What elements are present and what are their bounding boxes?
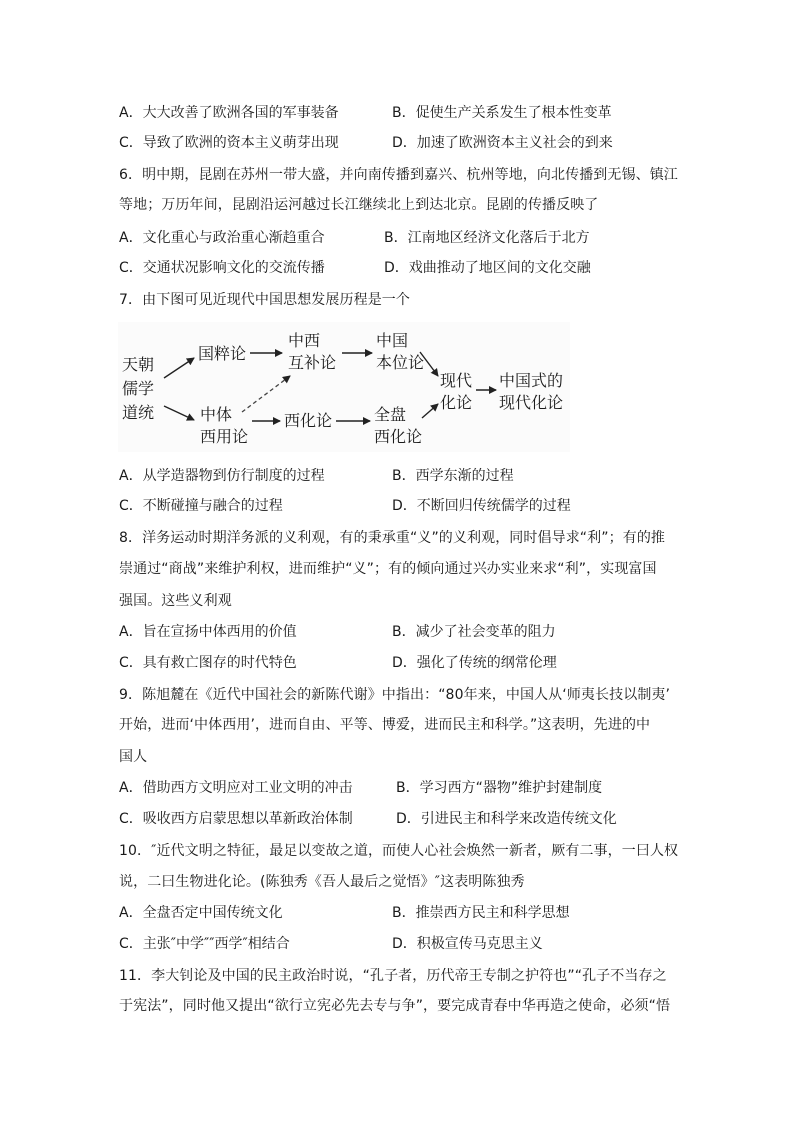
node-guocui: 国粹论 bbox=[198, 344, 247, 363]
q9-option-a: A．借助西方文明应对工业文明的冲击 bbox=[119, 780, 353, 796]
arrow-quanpan-to-xiandai bbox=[422, 404, 438, 418]
q8-option-a: A．旨在宣扬中体西用的价值 bbox=[119, 624, 297, 640]
node-start-line-1: 天朝 bbox=[122, 355, 155, 374]
node-zhongti-line-2: 西用论 bbox=[200, 427, 249, 446]
dashed-arrow-zhongti-to-hubu bbox=[242, 376, 290, 412]
q5-option-a: A．大大改善了欧洲各国的军事装备 bbox=[119, 105, 339, 121]
q5-option-c: C．导致了欧洲的资本主义萌芽出现 bbox=[119, 135, 339, 151]
q11-stem-line-2: 于宪法”，同时他又提出“欲行立宪必先去专与争”，要完成青春中华再造之使命，必须“悟 bbox=[119, 998, 671, 1014]
node-final-line-2: 现代化论 bbox=[499, 393, 564, 412]
q7-option-a: A．从学造器物到仿行制度的过程 bbox=[119, 468, 325, 484]
q10-stem-line-2: 说，二曰生物进化论。(陈独秀《吾人最后之觉悟》″这表明陈独秀 bbox=[119, 874, 525, 890]
q6-option-c: C．交通状况影响文化的交流传播 bbox=[119, 260, 325, 276]
q8-stem-line-3: 强国。这些义利观 bbox=[119, 593, 232, 609]
node-benwei-line-1: 中国 bbox=[376, 331, 409, 350]
node-zhongti-line-1: 中体 bbox=[200, 405, 233, 424]
q8-stem-line-1: 8．洋务运动时期洋务派的义利观，有的秉承重“义”的义利观，同时倡导求“利”；有的推 bbox=[119, 530, 666, 546]
q6-option-d: D．戏曲推动了地区间的文化交融 bbox=[384, 260, 591, 276]
node-benwei-line-2: 本位论 bbox=[376, 353, 425, 372]
node-xiandai-line-1: 现代 bbox=[440, 371, 473, 390]
arrow-start-to-zhongti bbox=[164, 406, 194, 420]
q10-option-b: B．推崇西方民主和科学思想 bbox=[392, 905, 570, 921]
q6-option-a: A．文化重心与政治重心渐趋重合 bbox=[119, 230, 325, 246]
q6-stem-line-1: 6．明中期，昆剧在苏州一带大盛，并向南传播到嘉兴、杭州等地，向北传播到无锡、镇江 bbox=[119, 167, 678, 183]
q7-stem: 7．由下图可见近现代中国思想发展历程是一个 bbox=[119, 292, 411, 308]
q6-option-b: B．江南地区经济文化落后于北方 bbox=[384, 230, 590, 246]
q5-option-d: D．加速了欧洲资本主义社会的到来 bbox=[392, 135, 613, 151]
node-final-line-1: 中国式的 bbox=[499, 371, 564, 390]
node-xiandai-line-2: 化论 bbox=[440, 393, 473, 412]
node-xihua: 西化论 bbox=[284, 411, 333, 430]
arrow-start-to-guocui bbox=[164, 358, 194, 378]
q7-option-b: B．西学东渐的过程 bbox=[392, 468, 514, 484]
q10-stem-line-1: 10．″近代文明之特征，最足以变故之道，而使人心社会焕然一新者，厥有二事，一曰人权 bbox=[119, 843, 679, 859]
q9-option-b: B．学习西方“器物”维护封建制度 bbox=[396, 780, 603, 796]
q8-option-d: D．强化了传统的纲常伦理 bbox=[392, 655, 557, 671]
q9-stem-line-1: 9．陈旭麓在《近代中国社会的新陈代谢》中指出：“80年来，中国人从‘师夷长技以制夷’ bbox=[119, 687, 671, 703]
q10-option-d: D．积极宣传马克思主义 bbox=[392, 936, 543, 952]
node-quanpan-line-2: 西化论 bbox=[374, 427, 423, 446]
q11-stem-line-1: 11．李大钊论及中国的民主政治时说，“孔子者，历代帝王专制之护符也”“孔子不当存之 bbox=[119, 968, 667, 984]
q9-option-d: D．引进民主和科学来改造传统文化 bbox=[396, 811, 617, 827]
q8-stem-line-2: 崇通过“商战”来维护利权，进而维护“义”；有的倾向通过兴办实业来求“利”，实现富国 bbox=[119, 561, 657, 577]
q9-stem-line-2: 开始，进而‘中体西用’，进而自由、平等、博爱，进而民主和科学。”这表明，先进的中 bbox=[119, 717, 651, 733]
q9-stem-line-3: 国人 bbox=[119, 749, 148, 765]
q8-option-b: B．减少了社会变革的阻力 bbox=[392, 624, 556, 640]
q5-option-b: B．促使生产关系发生了根本性变革 bbox=[392, 105, 612, 121]
q7-option-c: C．不断碰撞与融合的过程 bbox=[119, 498, 283, 514]
q10-option-c: C．主张″中学″″西学″相结合 bbox=[119, 936, 290, 952]
node-hubu-line-1: 中西 bbox=[288, 331, 321, 350]
node-start-line-3: 道统 bbox=[122, 403, 155, 422]
q10-option-a: A．全盘否定中国传统文化 bbox=[119, 905, 283, 921]
node-quanpan-line-1: 全盘 bbox=[374, 405, 407, 424]
diagram-svg bbox=[118, 322, 570, 452]
node-start-line-2: 儒学 bbox=[122, 379, 155, 398]
q9-option-c: C．吸收西方启蒙思想以革新政治体制 bbox=[119, 811, 353, 827]
q7-option-d: D．不断回归传统儒学的过程 bbox=[392, 498, 571, 514]
q6-stem-line-2: 等地；万历年间，昆剧沿运河越过长江继续北上到达北京。昆剧的传播反映了 bbox=[119, 197, 599, 213]
thought-development-diagram bbox=[118, 322, 570, 452]
q8-option-c: C．具有救亡图存的时代特色 bbox=[119, 655, 297, 671]
node-hubu-line-2: 互补论 bbox=[288, 353, 337, 372]
